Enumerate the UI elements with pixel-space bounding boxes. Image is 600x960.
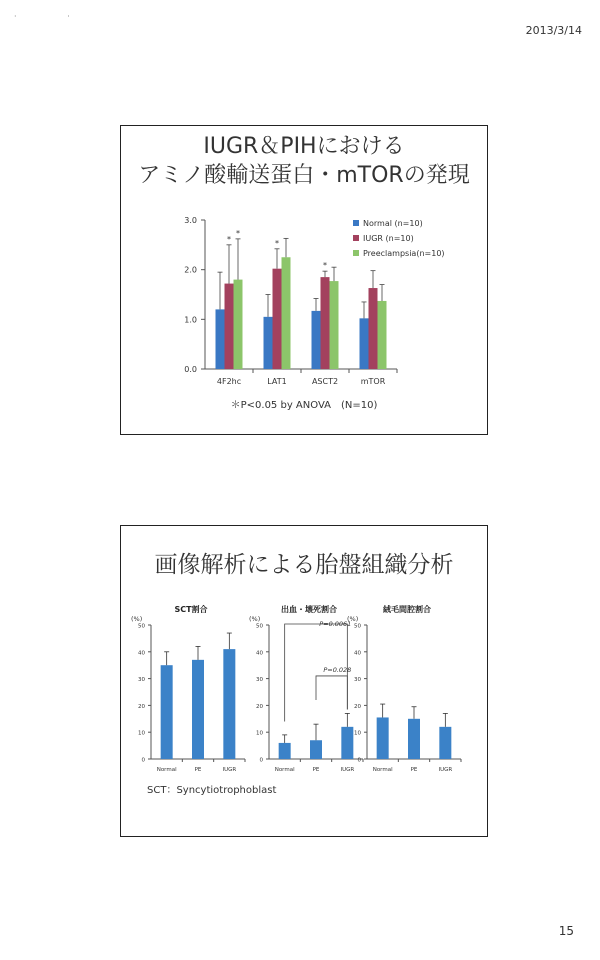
significance-star: *: [236, 228, 240, 238]
data-bar: [360, 318, 369, 369]
panel-title: SCT割合: [174, 605, 208, 614]
legend-swatch: [353, 235, 359, 241]
data-bar: [312, 311, 321, 369]
y-tick-label: 0: [141, 757, 145, 764]
y-tick-label: 20: [354, 703, 361, 710]
data-bar: [321, 277, 330, 369]
data-bar: [161, 665, 173, 759]
x-tick-label: Normal: [274, 767, 295, 773]
data-bar: [408, 719, 420, 759]
page-number: 15: [558, 924, 574, 938]
y-unit-label: (%): [249, 615, 261, 623]
y-tick-label: 50: [354, 623, 361, 630]
transporter-bar-chart: [121, 126, 487, 434]
legend-label: IUGR (n=10): [363, 234, 414, 243]
y-tick-label: 10: [256, 730, 263, 737]
data-bar: [378, 301, 387, 369]
y-tick-label: 0: [357, 757, 361, 764]
y-tick-label: 30: [256, 677, 263, 684]
data-bar: [279, 743, 291, 759]
x-tick-label: PE: [312, 767, 320, 773]
y-tick-label: 10: [354, 730, 361, 737]
y-unit-label: (%): [347, 615, 359, 623]
legend-swatch: [353, 250, 359, 256]
x-tick-label: Normal: [156, 767, 177, 773]
y-tick-label: 30: [138, 677, 145, 684]
data-bar: [223, 649, 235, 759]
data-bar: [377, 717, 389, 759]
slide-amino-acid-transporters: [120, 125, 488, 435]
data-bar: [330, 281, 339, 369]
significance-bracket: [316, 676, 347, 710]
data-bar: [192, 660, 204, 759]
data-bar: [439, 727, 451, 759]
p-value-label: P=0.0061: [319, 620, 352, 628]
slide1-title-line1: IUGR＆PIHにおける: [203, 134, 405, 159]
x-tick-label: Normal: [372, 767, 393, 773]
data-bar: [282, 257, 291, 369]
x-tick-label: 4F2hc: [216, 377, 242, 386]
y-tick-label: 40: [256, 650, 263, 657]
data-bar: [310, 740, 322, 759]
y-tick-label: 50: [256, 623, 263, 630]
y-tick-label: 20: [138, 703, 145, 710]
data-bar: [264, 317, 273, 369]
legend-swatch: [353, 220, 359, 226]
y-tick-label: 40: [354, 650, 361, 657]
x-tick-label: LAT1: [267, 377, 287, 386]
scan-specks: · ·: [14, 12, 94, 21]
slide1-title-line2: アミノ酸輸送蛋白・mTORの発現: [138, 163, 470, 188]
panel-title: 出血・壊死割合: [281, 605, 337, 614]
y-tick-label: 10: [138, 730, 145, 737]
y-tick-label: 0: [259, 757, 263, 764]
y-tick-label: 3.0: [184, 216, 197, 225]
legend-label: Preeclampsia(n=10): [363, 249, 445, 258]
slide-placenta-image-analysis: [120, 525, 488, 837]
print-date: 2013/3/14: [525, 24, 582, 37]
x-tick-label: ASCT2: [311, 377, 339, 386]
y-tick-label: 30: [354, 677, 361, 684]
y-tick-label: 2.0: [184, 265, 197, 275]
y-tick-label: 0.0: [184, 365, 197, 374]
y-unit-label: (%): [131, 615, 143, 623]
x-tick-label: mTOR: [360, 377, 386, 386]
data-bar: [341, 727, 353, 759]
slide2-title: 画像解析による胎盤組織分析: [154, 552, 454, 578]
data-bar: [225, 284, 234, 369]
y-tick-label: 20: [256, 703, 263, 710]
significance-star: *: [323, 261, 327, 271]
anova-footnote: ＊P<0.05 by ANOVA (N=10): [230, 400, 378, 411]
x-tick-label: IUGR: [438, 767, 453, 773]
p-value-label: P=0.028: [323, 665, 352, 674]
legend-label: Normal (n=10): [363, 219, 423, 228]
x-tick-label: PE: [194, 767, 202, 773]
x-tick-label: PE: [410, 767, 418, 773]
sct-definition-note: SCT：Syncytiotrophoblast: [147, 785, 277, 796]
data-bar: [234, 280, 243, 369]
y-tick-label: 50: [138, 623, 145, 630]
y-tick-label: 40: [138, 650, 145, 657]
data-bar: [273, 269, 282, 369]
data-bar: [369, 288, 378, 369]
y-tick-label: 1.0: [184, 315, 197, 325]
significance-star: *: [275, 238, 279, 248]
x-tick-label: IUGR: [222, 767, 237, 773]
significance-star: *: [227, 234, 231, 244]
data-bar: [216, 309, 225, 369]
x-tick-label: IUGR: [340, 767, 355, 773]
panel-title: 絨毛間腔割合: [383, 605, 431, 614]
